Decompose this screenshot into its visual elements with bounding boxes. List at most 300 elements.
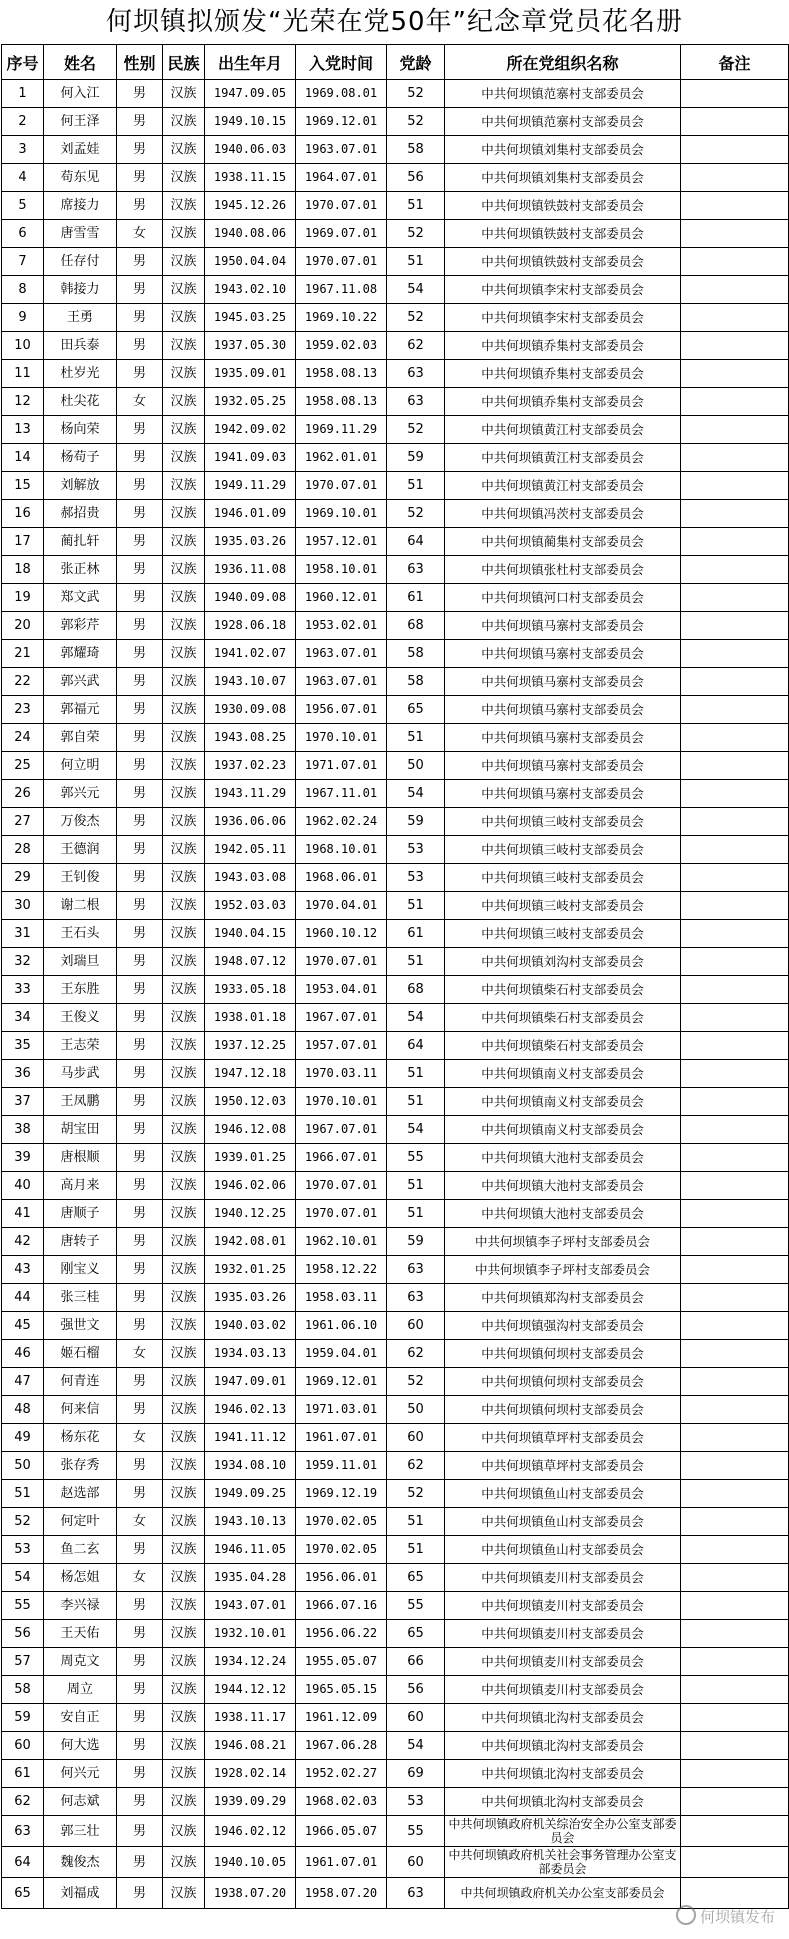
cell-party-years: 52 [387, 500, 445, 528]
cell-organization: 中共何坝镇乔集村支部委员会 [445, 332, 681, 360]
cell-organization: 中共何坝镇马寨村支部委员会 [445, 668, 681, 696]
cell-party-years: 69 [387, 1760, 445, 1788]
cell-index: 59 [2, 1704, 44, 1732]
cell-index: 39 [2, 1144, 44, 1172]
cell-party-years: 51 [387, 472, 445, 500]
cell-name: 韩接力 [44, 276, 117, 304]
cell-organization: 中共何坝镇乔集村支部委员会 [445, 388, 681, 416]
cell-ethnicity: 汉族 [163, 1088, 205, 1116]
cell-organization: 中共何坝镇麦川村支部委员会 [445, 1648, 681, 1676]
cell-index: 4 [2, 164, 44, 192]
cell-organization: 中共何坝镇黄江村支部委员会 [445, 472, 681, 500]
cell-join-date: 1963.07.01 [296, 640, 387, 668]
cell-index: 43 [2, 1256, 44, 1284]
cell-organization: 中共何坝镇三岐村支部委员会 [445, 920, 681, 948]
table-row [2, 752, 789, 780]
table-row [2, 1060, 789, 1088]
cell-name: 张正林 [44, 556, 117, 584]
cell-organization: 中共何坝镇刘集村支部委员会 [445, 136, 681, 164]
cell-ethnicity: 汉族 [163, 1620, 205, 1648]
header-join-date: 入党时间 [296, 45, 387, 80]
cell-name: 魏俊杰 [44, 1847, 117, 1878]
cell-index: 27 [2, 808, 44, 836]
cell-ethnicity: 汉族 [163, 1648, 205, 1676]
cell-gender: 男 [117, 444, 163, 472]
cell-birth-date: 1943.10.13 [205, 1508, 296, 1536]
cell-name: 王俊义 [44, 1004, 117, 1032]
cell-index: 17 [2, 528, 44, 556]
cell-ethnicity: 汉族 [163, 864, 205, 892]
cell-gender: 男 [117, 500, 163, 528]
cell-remarks [681, 1676, 789, 1704]
cell-name: 杨怎姐 [44, 1564, 117, 1592]
table-row [2, 248, 789, 276]
cell-ethnicity: 汉族 [163, 836, 205, 864]
table-row [2, 1144, 789, 1172]
cell-index: 44 [2, 1284, 44, 1312]
cell-name: 何立明 [44, 752, 117, 780]
cell-birth-date: 1940.12.25 [205, 1200, 296, 1228]
cell-birth-date: 1949.10.15 [205, 108, 296, 136]
cell-gender: 男 [117, 1760, 163, 1788]
cell-remarks [681, 948, 789, 976]
cell-birth-date: 1943.10.07 [205, 668, 296, 696]
cell-birth-date: 1933.05.18 [205, 976, 296, 1004]
cell-gender: 男 [117, 1648, 163, 1676]
table-row [2, 1312, 789, 1340]
cell-ethnicity: 汉族 [163, 1032, 205, 1060]
cell-birth-date: 1942.05.11 [205, 836, 296, 864]
cell-ethnicity: 汉族 [163, 1452, 205, 1480]
cell-index: 18 [2, 556, 44, 584]
cell-party-years: 54 [387, 1004, 445, 1032]
cell-party-years: 65 [387, 696, 445, 724]
cell-gender: 男 [117, 360, 163, 388]
cell-gender: 男 [117, 1676, 163, 1704]
cell-remarks [681, 444, 789, 472]
cell-index: 65 [2, 1878, 44, 1909]
cell-birth-date: 1947.09.05 [205, 80, 296, 108]
cell-gender: 女 [117, 1508, 163, 1536]
cell-party-years: 64 [387, 528, 445, 556]
cell-birth-date: 1936.06.06 [205, 808, 296, 836]
cell-join-date: 1958.03.11 [296, 1284, 387, 1312]
cell-join-date: 1962.02.24 [296, 808, 387, 836]
cell-organization: 中共何坝镇河口村支部委员会 [445, 584, 681, 612]
cell-ethnicity: 汉族 [163, 332, 205, 360]
cell-ethnicity: 汉族 [163, 920, 205, 948]
cell-join-date: 1970.07.01 [296, 192, 387, 220]
member-roster-table [1, 44, 789, 1909]
cell-birth-date: 1940.03.02 [205, 1312, 296, 1340]
cell-join-date: 1970.07.01 [296, 472, 387, 500]
cell-birth-date: 1935.03.26 [205, 528, 296, 556]
cell-name: 苟东见 [44, 164, 117, 192]
table-row [2, 1004, 789, 1032]
cell-ethnicity: 汉族 [163, 192, 205, 220]
cell-organization: 中共何坝镇何坝村支部委员会 [445, 1340, 681, 1368]
cell-birth-date: 1939.01.25 [205, 1144, 296, 1172]
cell-ethnicity: 汉族 [163, 1396, 205, 1424]
cell-gender: 男 [117, 1032, 163, 1060]
cell-birth-date: 1941.02.07 [205, 640, 296, 668]
cell-ethnicity: 汉族 [163, 1368, 205, 1396]
cell-birth-date: 1932.10.01 [205, 1620, 296, 1648]
cell-birth-date: 1937.02.23 [205, 752, 296, 780]
cell-gender: 女 [117, 1424, 163, 1452]
cell-ethnicity: 汉族 [163, 640, 205, 668]
cell-index: 46 [2, 1340, 44, 1368]
cell-join-date: 1970.10.01 [296, 724, 387, 752]
cell-organization: 中共何坝镇南义村支部委员会 [445, 1060, 681, 1088]
cell-remarks [681, 164, 789, 192]
table-row [2, 1116, 789, 1144]
cell-join-date: 1960.10.12 [296, 920, 387, 948]
cell-organization: 中共何坝镇铁鼓村支部委员会 [445, 220, 681, 248]
cell-birth-date: 1930.09.08 [205, 696, 296, 724]
cell-name: 安自正 [44, 1704, 117, 1732]
cell-join-date: 1963.07.01 [296, 668, 387, 696]
cell-gender: 男 [117, 304, 163, 332]
cell-join-date: 1967.07.01 [296, 1116, 387, 1144]
cell-organization: 中共何坝镇草坪村支部委员会 [445, 1452, 681, 1480]
cell-name: 何大选 [44, 1732, 117, 1760]
cell-index: 50 [2, 1452, 44, 1480]
cell-organization: 中共何坝镇范寨村支部委员会 [445, 80, 681, 108]
cell-name: 李兴禄 [44, 1592, 117, 1620]
cell-index: 3 [2, 136, 44, 164]
cell-ethnicity: 汉族 [163, 696, 205, 724]
cell-gender: 男 [117, 1847, 163, 1878]
table-body [2, 80, 789, 1909]
table-row [2, 1648, 789, 1676]
cell-join-date: 1959.04.01 [296, 1340, 387, 1368]
cell-join-date: 1953.02.01 [296, 612, 387, 640]
cell-ethnicity: 汉族 [163, 1312, 205, 1340]
cell-index: 60 [2, 1732, 44, 1760]
cell-birth-date: 1938.11.15 [205, 164, 296, 192]
cell-name: 胡宝田 [44, 1116, 117, 1144]
cell-birth-date: 1940.09.08 [205, 584, 296, 612]
cell-name: 刘孟娃 [44, 136, 117, 164]
cell-gender: 男 [117, 1256, 163, 1284]
cell-remarks [681, 416, 789, 444]
cell-party-years: 68 [387, 976, 445, 1004]
cell-organization: 中共何坝镇政府机关社会事务管理办公室支部委员会 [445, 1847, 681, 1878]
cell-name: 王德润 [44, 836, 117, 864]
table-row [2, 556, 789, 584]
cell-join-date: 1965.05.15 [296, 1676, 387, 1704]
cell-remarks [681, 1452, 789, 1480]
cell-ethnicity: 汉族 [163, 1256, 205, 1284]
cell-remarks [681, 1816, 789, 1847]
table-row [2, 1424, 789, 1452]
cell-organization: 中共何坝镇李子坪村支部委员会 [445, 1228, 681, 1256]
cell-party-years: 63 [387, 1878, 445, 1909]
cell-party-years: 51 [387, 1508, 445, 1536]
cell-join-date: 1958.07.20 [296, 1878, 387, 1909]
cell-join-date: 1961.07.01 [296, 1424, 387, 1452]
cell-gender: 男 [117, 1396, 163, 1424]
cell-gender: 男 [117, 1060, 163, 1088]
table-row [2, 948, 789, 976]
table-row [2, 276, 789, 304]
cell-name: 周克文 [44, 1648, 117, 1676]
cell-gender: 男 [117, 864, 163, 892]
cell-organization: 中共何坝镇鱼山村支部委员会 [445, 1480, 681, 1508]
cell-party-years: 58 [387, 668, 445, 696]
cell-remarks [681, 1396, 789, 1424]
cell-join-date: 1958.08.13 [296, 360, 387, 388]
cell-gender: 男 [117, 1368, 163, 1396]
cell-remarks [681, 388, 789, 416]
cell-birth-date: 1946.12.08 [205, 1116, 296, 1144]
cell-remarks [681, 780, 789, 808]
cell-remarks [681, 556, 789, 584]
cell-remarks [681, 1004, 789, 1032]
cell-organization: 中共何坝镇柴石村支部委员会 [445, 1004, 681, 1032]
cell-name: 杨向荣 [44, 416, 117, 444]
cell-organization: 中共何坝镇草坪村支部委员会 [445, 1424, 681, 1452]
cell-gender: 男 [117, 248, 163, 276]
cell-index: 25 [2, 752, 44, 780]
cell-birth-date: 1934.03.13 [205, 1340, 296, 1368]
header-index: 序号 [2, 45, 44, 80]
cell-index: 48 [2, 1396, 44, 1424]
cell-remarks [681, 1508, 789, 1536]
cell-gender: 男 [117, 892, 163, 920]
table-row [2, 136, 789, 164]
cell-gender: 男 [117, 696, 163, 724]
cell-index: 36 [2, 1060, 44, 1088]
table-row [2, 696, 789, 724]
cell-party-years: 63 [387, 388, 445, 416]
cell-organization: 中共何坝镇北沟村支部委员会 [445, 1732, 681, 1760]
cell-gender: 男 [117, 556, 163, 584]
cell-birth-date: 1940.08.06 [205, 220, 296, 248]
cell-name: 刘解放 [44, 472, 117, 500]
cell-organization: 中共何坝镇马寨村支部委员会 [445, 724, 681, 752]
cell-organization: 中共何坝镇李宋村支部委员会 [445, 276, 681, 304]
cell-party-years: 60 [387, 1312, 445, 1340]
cell-remarks [681, 1368, 789, 1396]
cell-birth-date: 1938.07.20 [205, 1878, 296, 1909]
table-row [2, 304, 789, 332]
cell-remarks [681, 668, 789, 696]
table-row [2, 332, 789, 360]
cell-gender: 男 [117, 584, 163, 612]
table-row [2, 1200, 789, 1228]
cell-index: 61 [2, 1760, 44, 1788]
cell-gender: 男 [117, 164, 163, 192]
table-row [2, 1480, 789, 1508]
cell-birth-date: 1950.12.03 [205, 1088, 296, 1116]
cell-organization: 中共何坝镇麦川村支部委员会 [445, 1676, 681, 1704]
table-row [2, 864, 789, 892]
cell-name: 郭兴武 [44, 668, 117, 696]
cell-index: 10 [2, 332, 44, 360]
cell-birth-date: 1937.05.30 [205, 332, 296, 360]
cell-organization: 中共何坝镇柴石村支部委员会 [445, 1032, 681, 1060]
cell-ethnicity: 汉族 [163, 444, 205, 472]
cell-party-years: 63 [387, 1284, 445, 1312]
cell-birth-date: 1936.11.08 [205, 556, 296, 584]
cell-name: 王东胜 [44, 976, 117, 1004]
cell-index: 31 [2, 920, 44, 948]
cell-join-date: 1953.04.01 [296, 976, 387, 1004]
table-row [2, 1760, 789, 1788]
cell-party-years: 60 [387, 1424, 445, 1452]
cell-party-years: 51 [387, 948, 445, 976]
cell-index: 24 [2, 724, 44, 752]
table-row [2, 360, 789, 388]
cell-join-date: 1952.02.27 [296, 1760, 387, 1788]
cell-organization: 中共何坝镇马寨村支部委员会 [445, 612, 681, 640]
cell-party-years: 63 [387, 556, 445, 584]
cell-party-years: 51 [387, 1536, 445, 1564]
cell-party-years: 52 [387, 1368, 445, 1396]
cell-name: 姬石榴 [44, 1340, 117, 1368]
cell-ethnicity: 汉族 [163, 1228, 205, 1256]
cell-party-years: 61 [387, 920, 445, 948]
cell-remarks [681, 892, 789, 920]
cell-organization: 中共何坝镇刘集村支部委员会 [445, 164, 681, 192]
table-header-row [2, 45, 789, 80]
cell-name: 高月来 [44, 1172, 117, 1200]
cell-organization: 中共何坝镇范寨村支部委员会 [445, 108, 681, 136]
cell-party-years: 50 [387, 1396, 445, 1424]
cell-join-date: 1956.07.01 [296, 696, 387, 724]
cell-name: 王志荣 [44, 1032, 117, 1060]
cell-organization: 中共何坝镇马寨村支部委员会 [445, 696, 681, 724]
cell-index: 58 [2, 1676, 44, 1704]
cell-party-years: 55 [387, 1592, 445, 1620]
header-party-years: 党龄 [387, 45, 445, 80]
table-row [2, 584, 789, 612]
cell-birth-date: 1935.03.26 [205, 1284, 296, 1312]
table-row [2, 1620, 789, 1648]
cell-name: 何来信 [44, 1396, 117, 1424]
cell-party-years: 51 [387, 248, 445, 276]
cell-remarks [681, 1200, 789, 1228]
cell-name: 何兴元 [44, 1760, 117, 1788]
cell-remarks [681, 1480, 789, 1508]
cell-ethnicity: 汉族 [163, 164, 205, 192]
cell-gender: 男 [117, 752, 163, 780]
cell-gender: 男 [117, 472, 163, 500]
cell-name: 蔺扎轩 [44, 528, 117, 556]
cell-index: 22 [2, 668, 44, 696]
table-row [2, 1816, 789, 1847]
cell-join-date: 1970.02.05 [296, 1536, 387, 1564]
cell-party-years: 51 [387, 1088, 445, 1116]
table-row [2, 1564, 789, 1592]
cell-birth-date: 1945.03.25 [205, 304, 296, 332]
cell-birth-date: 1940.06.03 [205, 136, 296, 164]
cell-name: 周立 [44, 1676, 117, 1704]
cell-birth-date: 1938.11.17 [205, 1704, 296, 1732]
cell-ethnicity: 汉族 [163, 472, 205, 500]
cell-name: 赵选部 [44, 1480, 117, 1508]
cell-name: 杨苟子 [44, 444, 117, 472]
header-gender: 性别 [117, 45, 163, 80]
table-row [2, 1847, 789, 1878]
cell-remarks [681, 1060, 789, 1088]
cell-index: 7 [2, 248, 44, 276]
cell-join-date: 1970.07.01 [296, 948, 387, 976]
cell-remarks [681, 1620, 789, 1648]
cell-name: 王凤鹏 [44, 1088, 117, 1116]
cell-party-years: 52 [387, 108, 445, 136]
table-row [2, 1396, 789, 1424]
cell-name: 郭福元 [44, 696, 117, 724]
cell-remarks [681, 836, 789, 864]
cell-index: 11 [2, 360, 44, 388]
cell-remarks [681, 1536, 789, 1564]
cell-birth-date: 1940.04.15 [205, 920, 296, 948]
cell-index: 6 [2, 220, 44, 248]
cell-gender: 男 [117, 1312, 163, 1340]
cell-gender: 男 [117, 724, 163, 752]
cell-organization: 中共何坝镇三岐村支部委员会 [445, 892, 681, 920]
cell-join-date: 1970.07.01 [296, 1200, 387, 1228]
cell-birth-date: 1946.02.06 [205, 1172, 296, 1200]
table-row [2, 192, 789, 220]
cell-join-date: 1969.10.01 [296, 500, 387, 528]
cell-join-date: 1958.10.01 [296, 556, 387, 584]
cell-organization: 中共何坝镇北沟村支部委员会 [445, 1788, 681, 1816]
cell-index: 51 [2, 1480, 44, 1508]
cell-remarks [681, 1340, 789, 1368]
cell-gender: 男 [117, 948, 163, 976]
cell-join-date: 1958.12.22 [296, 1256, 387, 1284]
cell-name: 唐雪雪 [44, 220, 117, 248]
cell-join-date: 1968.10.01 [296, 836, 387, 864]
cell-organization: 中共何坝镇马寨村支部委员会 [445, 780, 681, 808]
page-title: 何坝镇拟颁发“光荣在党50年”纪念章党员花名册 [105, 7, 684, 37]
cell-join-date: 1962.10.01 [296, 1228, 387, 1256]
cell-gender: 男 [117, 976, 163, 1004]
cell-ethnicity: 汉族 [163, 780, 205, 808]
table-row [2, 1032, 789, 1060]
cell-gender: 男 [117, 1116, 163, 1144]
cell-remarks [681, 1564, 789, 1592]
header-name: 姓名 [44, 45, 117, 80]
cell-ethnicity: 汉族 [163, 1172, 205, 1200]
cell-organization: 中共何坝镇柴石村支部委员会 [445, 976, 681, 1004]
cell-gender: 男 [117, 108, 163, 136]
table-row [2, 920, 789, 948]
cell-ethnicity: 汉族 [163, 1536, 205, 1564]
cell-remarks [681, 1704, 789, 1732]
cell-name: 何青连 [44, 1368, 117, 1396]
cell-gender: 女 [117, 1340, 163, 1368]
cell-ethnicity: 汉族 [163, 1116, 205, 1144]
cell-birth-date: 1943.08.25 [205, 724, 296, 752]
cell-party-years: 52 [387, 1480, 445, 1508]
cell-ethnicity: 汉族 [163, 500, 205, 528]
cell-birth-date: 1944.12.12 [205, 1676, 296, 1704]
cell-index: 16 [2, 500, 44, 528]
cell-organization: 中共何坝镇三岐村支部委员会 [445, 864, 681, 892]
cell-join-date: 1956.06.01 [296, 1564, 387, 1592]
cell-index: 53 [2, 1536, 44, 1564]
cell-ethnicity: 汉族 [163, 1788, 205, 1816]
cell-gender: 男 [117, 1452, 163, 1480]
cell-organization: 中共何坝镇麦川村支部委员会 [445, 1564, 681, 1592]
cell-remarks [681, 1116, 789, 1144]
cell-index: 12 [2, 388, 44, 416]
